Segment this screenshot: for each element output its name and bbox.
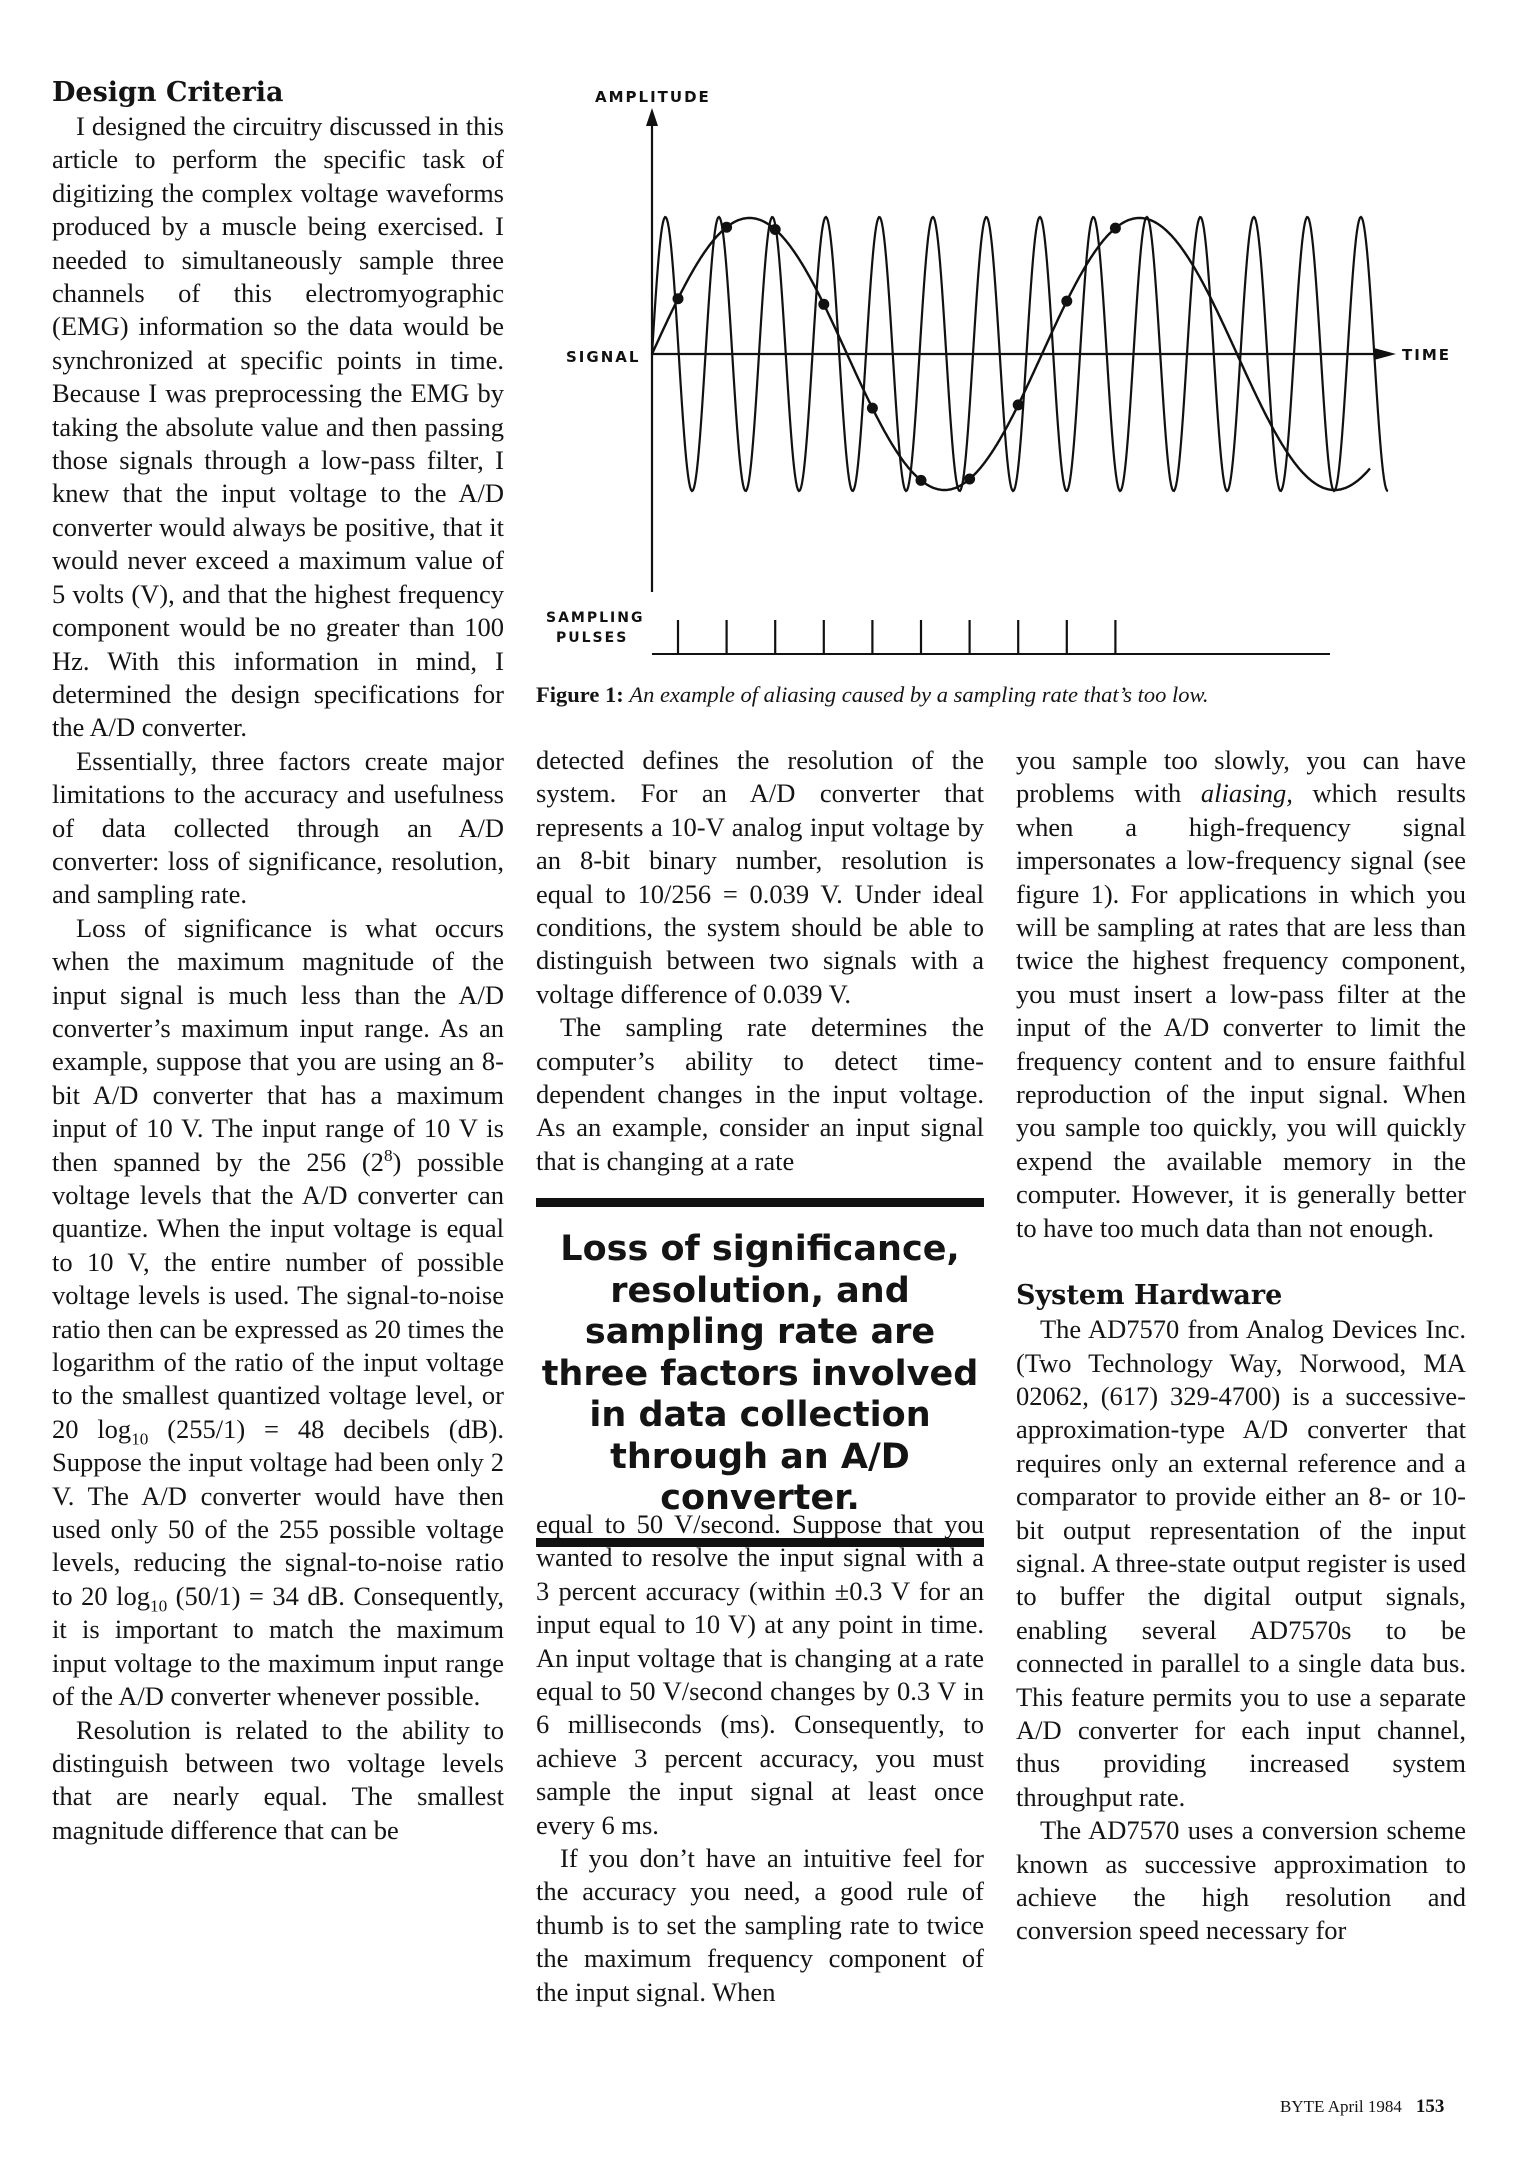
page-footer xyxy=(1280,2096,1444,2118)
sample-point xyxy=(867,403,878,414)
sample-point xyxy=(1061,296,1072,307)
caption-label: Figure 1: xyxy=(536,682,624,707)
magazine-issue: BYTE April 1984 xyxy=(1280,2097,1402,2116)
pull-quote xyxy=(536,1198,984,1547)
amplitude-arrow-icon xyxy=(646,108,658,126)
section-heading-system-hardware: System Hardware xyxy=(1016,1280,1283,1312)
sampling-pulses-label: SAMPLING xyxy=(546,610,645,626)
paragraph: I designed the circuitry discussed in this article to perform the specific task of digitizing the complex voltage waveforms produced by a muscle being exercised. I needed to simultaneously sample three channels of this electromyographic (EMG) information so the data would be synchronized at specific points in time. Because I was preprocessing the EMG by taking the absolute value and then passing those signals through a low-pass filter, I knew that the input voltage to the A/D converter would always be positive, that it would never exceed a maximum value of 5 volts (V), and that the highest frequency component would be no greater than 100 Hz. With this information in mind, I determined the design specifications for the A/D converter. xyxy=(52,111,504,743)
paragraph: equal to 50 V/second. Suppose that you wanted to resolve the input signal with a 3 percent accuracy (within ±0.3 V for an input equal to 10 V) at any point in time. An input voltage that is changing at a rate equal to 50 V/second changes by 0.3 V in 6 milliseconds (ms). Consequently, to achieve 3 percent accuracy, you must sample the input signal at least once every 6 ms. xyxy=(536,1509,984,1840)
caption-text: An example of aliasing caused by a sampling rate that’s too low. xyxy=(629,682,1209,707)
time-arrow-icon xyxy=(1374,348,1396,360)
sampling-pulses-label: PULSES xyxy=(556,630,629,646)
paragraph: The AD7570 uses a conversion scheme known as successive approximation to achieve the high resolution and conversion speed necessary for xyxy=(1016,1815,1466,1946)
paragraph: you sample too slowly, you can have problems with aliasing, which results when a high-frequency signal impersonates a low-frequency signal (see figure 1). For applications in which you will be sampling at rates that are less than twice the highest frequency component, you must insert a low-pass filter at the input of the A/D converter to limit the frequency content and to ensure faithful reproduction of the input signal. When you sample too quickly, you will quickly expend the available memory in the computer. However, it is generally better to have too much data than not enough. xyxy=(1016,745,1466,1243)
sample-point xyxy=(673,293,684,304)
column-right xyxy=(1016,744,1466,1948)
pull-quote-rule-top xyxy=(536,1198,984,1207)
paragraph: The AD7570 from Analog Devices Inc. (Two Technology Way, Norwood, MA 02062, (617) 329-4700) is a successive-approximation-type A/D converter that requires only an external reference and a comparator to provide either an 8- or 10-bit output representation of the input signal. A three-state output register is used to buffer the digital output signals, enabling several AD7570s to be connected in parallel to a single data bus. This feature permits you to use a separate A/D converter for each input channel, thus providing increased system throughput rate. xyxy=(1016,1314,1466,1812)
paragraph: Essentially, three factors create major limitations to the accuracy and usefulness of data collected through an A/D converter: loss of significance, resolution, and sampling rate. xyxy=(52,745,504,910)
figure-caption xyxy=(536,680,1208,710)
paragraph: detected defines the resolution of the system. For an A/D converter that represents a 10-V analog input voltage by an 8-bit binary number, resolution is equal to 10/256 = 0.039 V. Under ideal conditions, the system should be able to distinguish between two signals with a voltage difference of 0.039 V. xyxy=(536,745,984,1009)
sample-point xyxy=(770,224,781,235)
aliasing-figure xyxy=(540,80,1460,680)
sample-point xyxy=(818,299,829,310)
signal-axis-label: SIGNAL xyxy=(566,348,641,366)
paragraph: The sampling rate determines the computer’s ability to detect time-dependent changes in the input voltage. As an example, consider an input signal that is changing at a rate xyxy=(536,1012,984,1176)
pull-quote-text: Loss of significance, resolution, and sampling rate are three factors involved in data collection through an A/D converter. xyxy=(541,1229,979,1518)
term-aliasing: aliasing, xyxy=(1200,778,1293,809)
amplitude-axis-label: AMPLITUDE xyxy=(595,88,711,106)
sample-point xyxy=(964,474,975,485)
sampling-pulse-ticks xyxy=(678,620,1115,654)
paragraph: Resolution is related to the ability to distinguish between two voltage levels that are nearly equal. The smallest magnitude difference that can be xyxy=(52,1714,504,1845)
column-left xyxy=(52,76,504,1847)
column-middle-top xyxy=(536,744,984,1178)
sample-point xyxy=(1013,399,1024,410)
sample-point xyxy=(1110,223,1121,234)
time-axis-label: TIME xyxy=(1402,346,1451,364)
section-heading-design-criteria: Design Criteria xyxy=(52,77,284,108)
sample-point xyxy=(916,475,927,486)
paragraph: Loss of significance is what occurs when the maximum magnitude of the input signal is much less than the A/D converter’s maximum input range. As an example, suppose that you are using an 8-bit A/D converter that has a maximum input of 10 V. The input range of 10 V is then spanned by the 256 $(2^8)$ possible voltage levels that the A/D converter can quantize. When the input voltage is equal to 10 V, the entire number of possible voltage levels is used. The signal-to-noise ratio then can be expressed as 20 times the logarithm of the ratio of the input voltage to the smallest quantized voltage level, or 20 $\log_{10} (255/1) = 48$ decibels (dB). Suppose the input voltage had been only 2 V. The A/D converter would have then used only 50 of the 255 possible voltage levels, reducing the signal-to-noise ratio to 20 $\log_{10} (50/1) = 34$ dB. Consequently, it is important to match the maximum input voltage to the maximum input range of the A/D converter whenever possible. xyxy=(52,912,504,1712)
sample-point xyxy=(721,222,732,233)
column-middle-bottom xyxy=(536,1508,984,2009)
paragraph: If you don’t have an intuitive feel for the accuracy you need, a good rule of thumb is to set the sampling rate to twice the maximum frequency component of the input signal. When xyxy=(536,1843,984,2007)
page-number: 153 xyxy=(1415,2096,1445,2117)
